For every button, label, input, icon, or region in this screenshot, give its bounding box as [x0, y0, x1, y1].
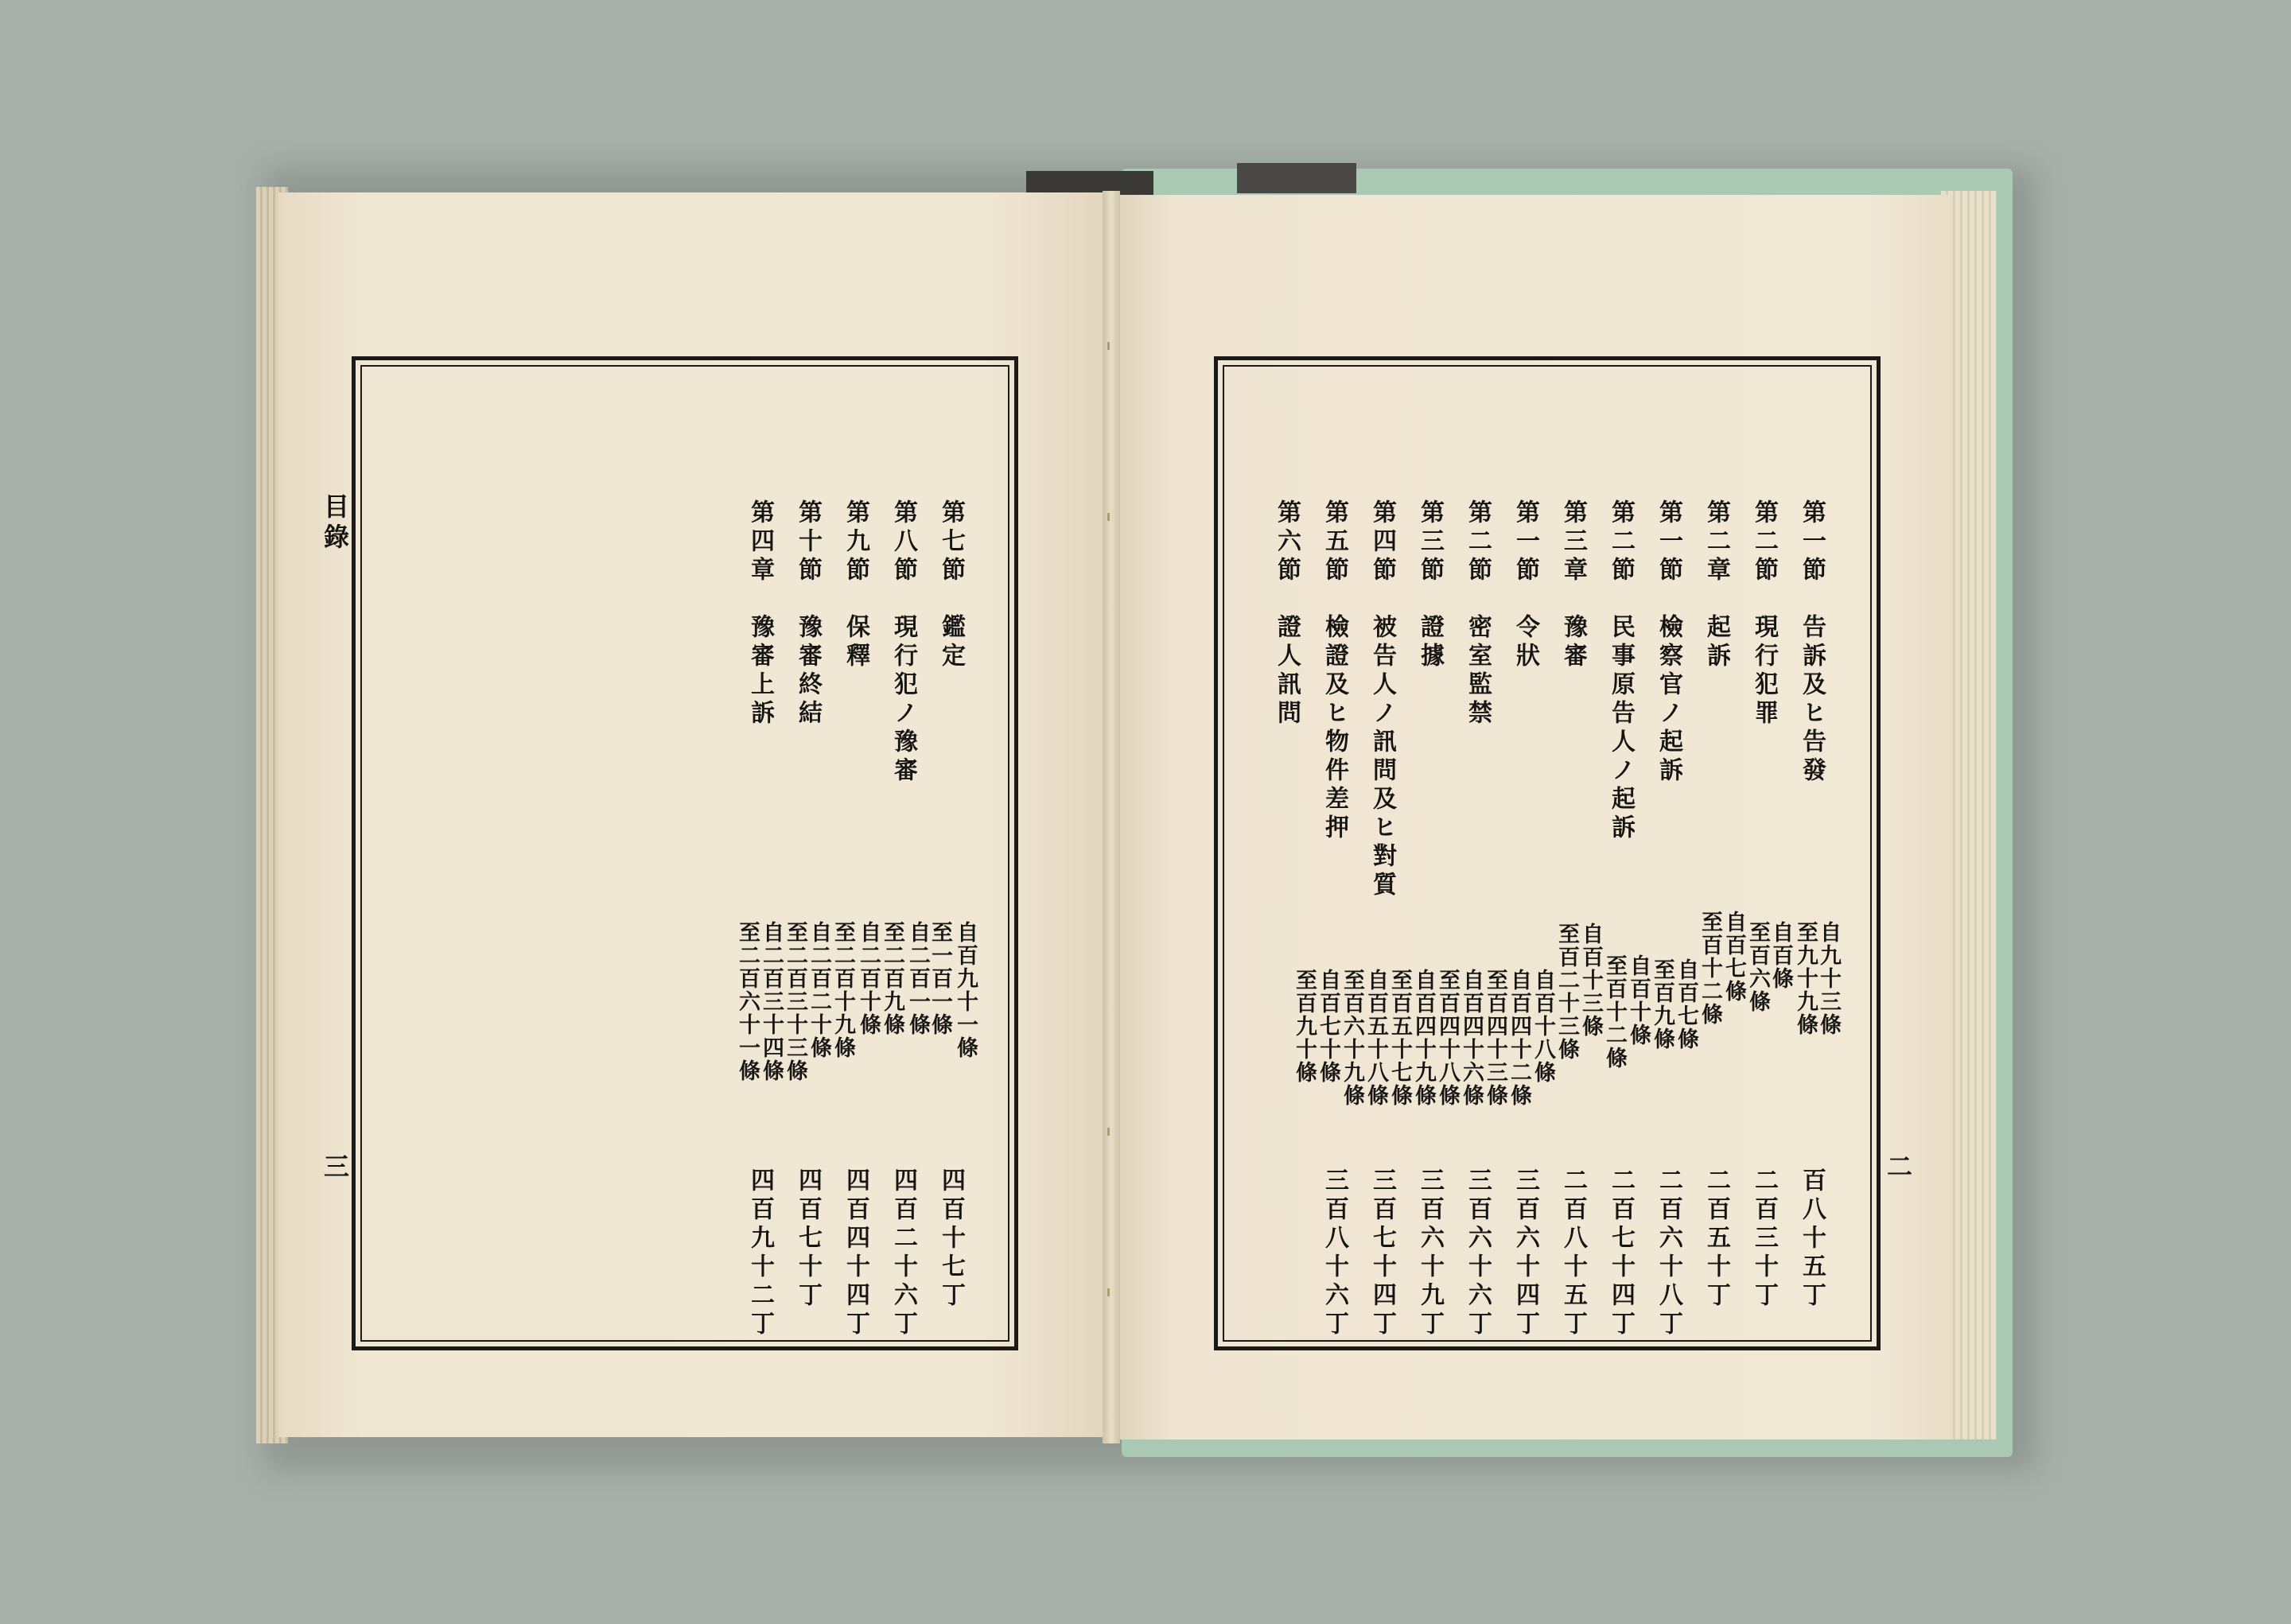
toc-page: 四百九十二丁 — [746, 1167, 774, 1339]
toc-range: 自百四十九條 — [1411, 969, 1436, 1107]
toc-range: 自百七條 — [1674, 958, 1698, 1051]
toc-range: 至二百九條 — [880, 921, 904, 1036]
toc-heading: 第五節 檢證及ヒ物件差押 — [1321, 499, 1348, 843]
toc-range: 至百六十九條 — [1340, 969, 1364, 1107]
toc-heading: 第八節 現行犯ノ豫審 — [889, 499, 917, 786]
toc-heading: 第六節 證人訊問 — [1273, 499, 1301, 728]
toc-range: 至百四十八條 — [1435, 969, 1460, 1107]
toc-page: 二百七十四丁 — [1607, 1167, 1635, 1339]
toc-page: 三百八十六丁 — [1321, 1167, 1348, 1339]
toc-page: 四百四十四丁 — [842, 1167, 869, 1339]
toc-page: 二百六十八丁 — [1655, 1167, 1682, 1339]
toc-heading: 第九節 保釋 — [842, 499, 869, 671]
stitch-mark — [1107, 1288, 1110, 1296]
stitch-mark — [1107, 342, 1110, 350]
toc-range: 自二百一條 — [905, 921, 930, 1036]
toc-page: 二百八十五丁 — [1559, 1167, 1587, 1339]
toc-range: 自百五十八條 — [1363, 969, 1388, 1107]
toc-range: 自百四十二條 — [1507, 969, 1531, 1107]
toc-range: 自百十條 — [1626, 954, 1651, 1047]
toc-heading: 第十節 豫審終結 — [794, 499, 822, 728]
stitch-mark — [1107, 1128, 1110, 1136]
toc-heading: 第一節 令狀 — [1511, 499, 1539, 671]
toc-page: 百八十五丁 — [1798, 1167, 1826, 1311]
toc-range: 至百二十三條 — [1554, 923, 1579, 1061]
toc-range: 至二百三十三條 — [783, 921, 807, 1082]
toc-range: 自百七十條 — [1316, 969, 1340, 1084]
toc-range: 至二百十九條 — [830, 921, 855, 1059]
toc-range: 自二百三十四條 — [759, 921, 784, 1082]
toc-range: 自二百十條 — [856, 921, 881, 1036]
toc-range: 至百十二條 — [1602, 954, 1627, 1070]
toc-heading: 第一節 告訴及ヒ告發 — [1798, 499, 1826, 786]
toc-heading: 第四章 豫審上訴 — [746, 499, 774, 728]
folio-left: 三 — [320, 1153, 350, 1183]
toc-range: 自百七條 — [1721, 911, 1746, 1003]
toc-page: 四百七十丁 — [794, 1167, 822, 1311]
toc-range: 至百九十條 — [1292, 969, 1317, 1084]
toc-range: 自百四十六條 — [1459, 969, 1484, 1107]
toc-page: 四百十七丁 — [937, 1167, 965, 1311]
toc-heading: 第一節 檢察官ノ起訴 — [1655, 499, 1682, 786]
toc-heading: 第七節 鑑定 — [937, 499, 965, 671]
toc-range: 至百九條 — [1650, 958, 1674, 1051]
toc-page: 二百五十丁 — [1702, 1167, 1730, 1311]
toc-page: 三百六十六丁 — [1464, 1167, 1492, 1339]
toc-page: 三百六十四丁 — [1511, 1167, 1539, 1339]
toc-range: 至一百一條 — [928, 921, 952, 1036]
toc-heading: 第二章 起訴 — [1702, 499, 1730, 671]
binding-tape — [1237, 163, 1356, 193]
toc-page: 二百三十丁 — [1750, 1167, 1778, 1311]
stitch-mark — [1107, 513, 1110, 521]
toc-range: 至二百六十一條 — [735, 921, 760, 1082]
toc-range: 至九十九條 — [1793, 921, 1818, 1036]
toc-heading: 第二節 民事原告人ノ起訴 — [1607, 499, 1635, 843]
toc-heading: 第四節 被告人ノ訊問及ヒ對質 — [1368, 499, 1396, 900]
running-head: 目錄 — [320, 493, 350, 554]
toc-heading: 第二節 密室監禁 — [1464, 499, 1492, 728]
toc-page: 三百七十四丁 — [1368, 1167, 1396, 1339]
toc-heading: 第三章 豫審 — [1559, 499, 1587, 671]
toc-range: 至百五十七條 — [1387, 969, 1412, 1107]
toc-heading: 第三節 證據 — [1416, 499, 1444, 671]
toc-range: 自百條 — [1768, 921, 1793, 990]
toc-page: 三百六十九丁 — [1416, 1167, 1444, 1339]
toc-heading: 第二節 現行犯罪 — [1750, 499, 1778, 728]
book-gutter — [1103, 191, 1120, 1443]
toc-range: 自百九十一條 — [953, 921, 978, 1059]
right-page-frame — [1214, 356, 1881, 1350]
toc-range: 至百十二條 — [1698, 911, 1722, 1026]
toc-range: 自百十三條 — [1578, 923, 1603, 1038]
toc-page: 四百二十六丁 — [889, 1167, 917, 1339]
toc-range: 至百六條 — [1745, 921, 1770, 1013]
toc-range: 自百十八條 — [1531, 969, 1555, 1084]
toc-range: 自二百二十條 — [807, 921, 831, 1059]
toc-range: 自九十三條 — [1816, 921, 1841, 1036]
toc-range: 至百四十三條 — [1483, 969, 1507, 1107]
left-page-frame — [352, 356, 1018, 1350]
folio-right: 二 — [1883, 1153, 1913, 1183]
